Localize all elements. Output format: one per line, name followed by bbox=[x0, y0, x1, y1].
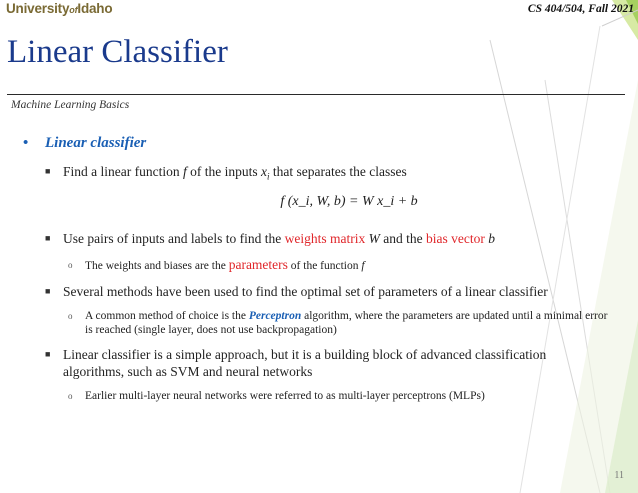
sub-bullet-perceptron: o A common method of choice is the Perceptron algorithm, where the parameters are updated until a minimal error is reached (single layer, does not use backpropagation) bbox=[68, 309, 608, 336]
logo-text-of: of bbox=[69, 5, 78, 15]
slide-content bbox=[0, 135, 638, 403]
bullet-heading bbox=[23, 135, 638, 152]
page-number: 11 bbox=[614, 470, 624, 481]
slide-title: Linear Classifier bbox=[7, 34, 228, 70]
bias-vector-highlight: bias vector bbox=[425, 230, 485, 246]
circle-bullet-icon: o bbox=[68, 310, 73, 321]
linear-function-equation: f (x_i, W, b) = W x_i + b bbox=[280, 193, 418, 209]
round-bullet-icon: • bbox=[23, 135, 29, 151]
title-divider bbox=[7, 94, 625, 95]
logo-text-university: University bbox=[6, 1, 70, 16]
sub-bullet-parameters: o The weights and biases are the parameters of the function f bbox=[68, 256, 365, 272]
parameters-highlight: parameters bbox=[228, 256, 288, 272]
sub-bullet-mlps: o Earlier multi-layer neural networks were referred to as multi-layer perceptrons (MLPs) bbox=[68, 389, 485, 402]
course-label: CS 404/504, Fall 2021 bbox=[527, 3, 634, 15]
bullet-pairs-inputs: ■ Use pairs of inputs and labels to find the weights matrix W and the bias vector b bbox=[45, 230, 495, 246]
square-bullet-icon: ■ bbox=[45, 348, 51, 359]
perceptron-highlight: Perceptron bbox=[248, 309, 302, 322]
slide-subtitle: Machine Learning Basics bbox=[11, 99, 130, 111]
logo-text-idaho: Idaho bbox=[77, 1, 113, 16]
university-logo bbox=[6, 1, 112, 16]
bullet-several-methods: ■ Several methods have been used to find the optimal set of parameters of a linear classifier bbox=[45, 283, 548, 299]
square-bullet-icon: ■ bbox=[45, 285, 51, 296]
square-bullet-icon: ■ bbox=[45, 166, 51, 176]
heading-text: Linear classifier bbox=[45, 135, 147, 151]
circle-bullet-icon: o bbox=[68, 390, 73, 401]
bullet-find-function: ■ Find a linear function f of the inputs $x_i$ that separates the classes bbox=[45, 164, 407, 182]
weights-matrix-highlight: weights matrix bbox=[284, 230, 366, 246]
square-bullet-icon: ■ bbox=[45, 232, 51, 243]
bullet-simple-approach: ■ Linear classifier is a simple approach, but it is a building block of advanced classification algorithms, such as SVM and neural networks bbox=[45, 346, 547, 379]
circle-bullet-icon: o bbox=[68, 259, 73, 270]
